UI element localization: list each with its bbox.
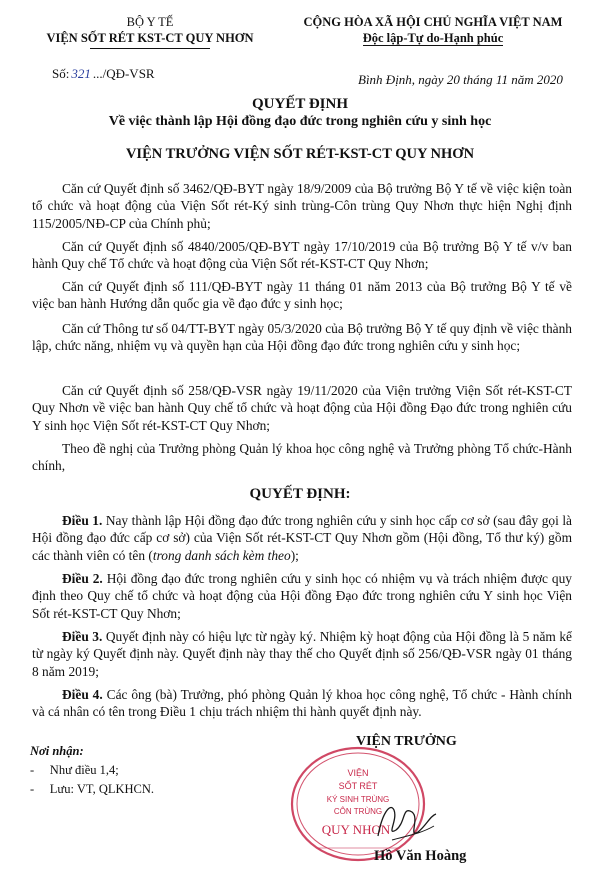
stamp-line-1: VIỆN: [347, 768, 369, 778]
article-1: Điều 1. Nay thành lập Hội đồng đạo đức trong nghiên cứu y sinh học cấp cơ sở (sau đây gọi là Hội đồng đạo đức cấp cơ sở) của Viện Sốt rét-KST-CT Quy Nhơn gồm (Hội đồng, Tổ thư ký) gồm các thành viên có tên (trong danh sách kèm theo);: [32, 513, 572, 563]
stamp-line-4: CÔN TRÙNG: [333, 807, 383, 816]
signature-title: VIỆN TRƯỞNG: [356, 734, 457, 749]
place-date: Bình Định, ngày 20 tháng 11 năm 2020: [358, 72, 563, 87]
basis-6: Theo đề nghị của Trưởng phòng Quản lý khoa học công nghệ và Trưởng phòng Tổ chức-Hành chính,: [32, 441, 572, 474]
basis-3: Căn cứ Quyết định số 111/QĐ-BYT ngày 11 tháng 01 năm 2013 của Bộ trưởng Bộ Y tế về việc ban hành Hướng dẫn quốc gia về đạo đức y sinh học;: [32, 279, 572, 312]
title-main: QUYẾT ĐỊNH: [252, 96, 348, 112]
article-2-label: Điều 2.: [62, 571, 103, 586]
article-3-label: Điều 3.: [62, 629, 103, 644]
stamp-line-2: SỐT RÉT: [338, 781, 378, 791]
stamp-line-3: KÝ SINH TRÙNG: [326, 795, 390, 804]
article-4: Điều 4. Các ông (bà) Trưởng, phó phòng Quản lý khoa học công nghệ, Tổ chức - Hành chính và cá nhân có tên trong Điều 1 chịu trách nhiệm thi hành quyết định này.: [32, 687, 572, 720]
signer-name: Hồ Văn Hoàng: [374, 848, 467, 864]
handwritten-number: 321: [71, 66, 91, 81]
recipient-item: - Như điều 1,4;: [30, 763, 119, 777]
header-right: [278, 14, 588, 46]
decision-heading: QUYẾT ĐỊNH:: [249, 486, 351, 502]
basis-1: Căn cứ Quyết định số 3462/QĐ-BYT ngày 18/9/2009 của Bộ trưởng Bộ Y tế về việc kiện toàn tổ chức và hoạt động của Viện Sốt rét-Ký sinh trùng-Côn trùng Quy Nhơn thực hiện Nghị định 115/2005/NĐ-CP của Chính phủ;: [32, 181, 572, 231]
document-number: Số: 321 .../QĐ-VSR: [52, 66, 155, 81]
ministry-name: BỘ Y TẾ: [126, 15, 174, 29]
institute-name: VIỆN SỐT RÉT KST-CT QUY NHƠN: [46, 31, 254, 45]
article-2: Điều 2. Hội đồng đạo đức trong nghiên cứu y sinh học có nhiệm vụ và trách nhiệm được quy định theo Quy chế tổ chức và hoạt động của Hội đồng Đạo đức trong nghiên cứu Y sinh học Viện Sốt rét-KST-CT Quy Nhơn;: [32, 571, 572, 621]
recipient-item: - Lưu: VT, QLKHCN.: [30, 782, 155, 796]
header-left: [40, 14, 260, 49]
basis-2: Căn cứ Quyết định số 4840/2005/QĐ-BYT ngày 17/10/2019 của Bộ trưởng Bộ Y tế v/v ban hành Quy chế Tổ chức và hoạt động của Viện Sốt rét-KST-CT Quy Nhơn;: [32, 239, 572, 272]
article-4-label: Điều 4.: [62, 687, 103, 702]
title-authority: VIỆN TRƯỞNG VIỆN SỐT RÉT-KST-CT QUY NHƠN: [125, 146, 475, 162]
signature-scribble-icon: [372, 796, 442, 846]
recipients-heading: Nơi nhận:: [30, 744, 84, 758]
header-left-divider: [90, 48, 210, 49]
basis-4: Căn cứ Thông tư số 04/TT-BYT ngày 05/3/2020 của Bộ trưởng Bộ Y tế quy định về việc thành lập, chức năng, nhiệm vụ và quyền hạn của Hội đồng đạo đức trong nghiên cứu y sinh học;: [32, 321, 572, 354]
title-subject: Về việc thành lập Hội đồng đạo đức trong nghiên cứu y sinh học: [108, 114, 492, 129]
motto: Độc lập-Tự do-Hạnh phúc: [362, 31, 504, 45]
article-1-label: Điều 1.: [62, 513, 103, 528]
basis-5: Căn cứ Quyết định số 258/QĐ-VSR ngày 19/11/2020 của Viện trưởng Viện Sốt rét-KST-CT Quy Nhơn về việc ban hành Quy chế tổ chức và hoạt động của Hội đồng Đạo đức trong nghiên cứu Y sinh học Viện Sốt rét-KST-CT Quy Nhơn;: [32, 383, 572, 433]
stamp-line-5: QUY NHƠN: [321, 822, 391, 837]
country-name: CỘNG HÒA XÃ HỘI CHỦ NGHĨA VIỆT NAM: [303, 15, 563, 29]
recipients: [30, 744, 154, 797]
article-3: Điều 3. Quyết định này có hiệu lực từ ngày ký. Nhiệm kỳ hoạt động của Hội đồng là 5 năm kể từ ngày ký Quyết định này. Quyết định này thay thế cho Quyết định số 256/QĐ-VSR ngày 01 tháng 8 năm 2019;: [32, 629, 572, 679]
